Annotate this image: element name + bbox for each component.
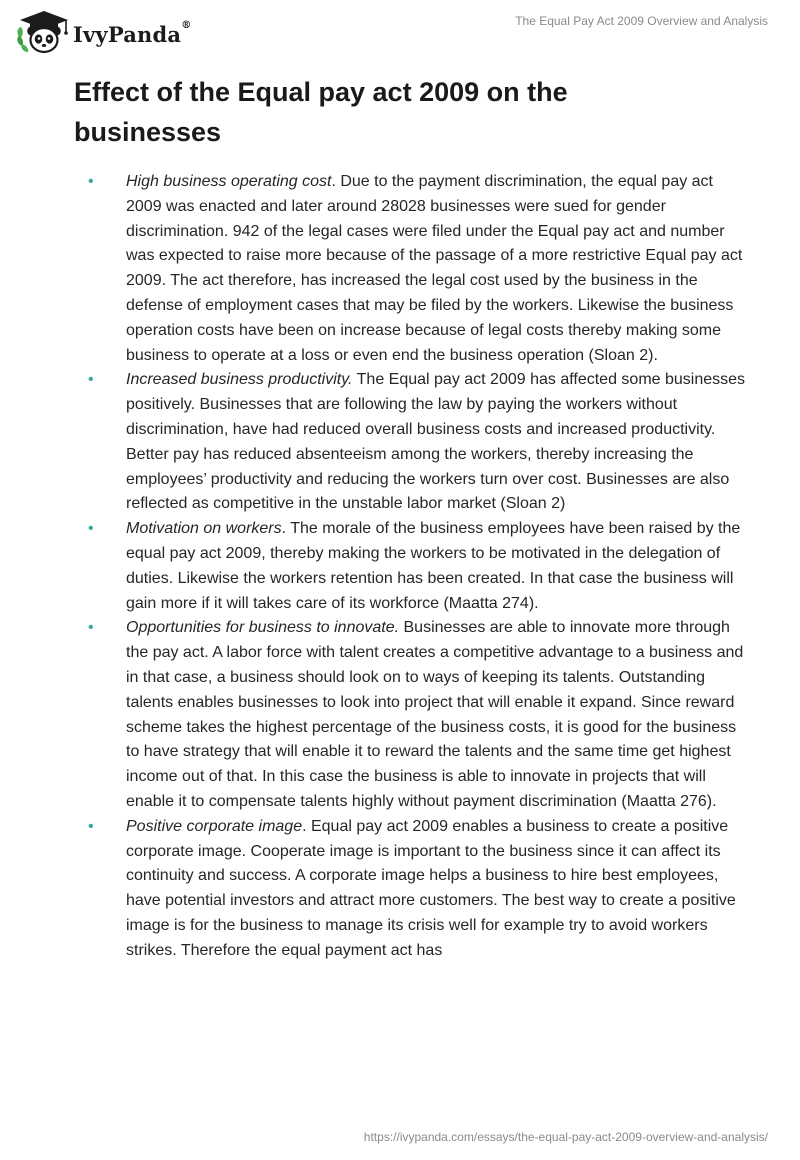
item-heading: Increased business productivity. (126, 371, 353, 389)
bullet-icon: • (88, 817, 94, 835)
item-heading: High business operating cost (126, 173, 332, 190)
list-item (0, 815, 800, 964)
bullet-icon: • (88, 619, 94, 637)
item-body: Businesses are able to innovate more through the pay act. A labor force with talent creates a competitive advantage to a business and in that case, a business should look on to ways of keeping its talents. Outstanding talents enables businesses to look into project that will enable it expand. Since reward scheme takes the highest percentage of the business costs, it is good for the business to have strategy that will enable it to reward the talents and the same time get highest income out of that. In this case the business is able to innovate in projects that will enable it to compensate talents highly without payment discrimination (Maatta 276). (126, 619, 744, 810)
item-body: . The morale of the business employees have been raised by the equal pay act 2009, thereby making the workers to be motivated in the delegation of duties. Likewise the workers retention has been created. In that case the business will gain more if it will takes care of its workforce (Maatta 274). (126, 520, 741, 612)
page-header (0, 0, 800, 64)
item-heading: Positive corporate image (126, 817, 303, 835)
list-item (0, 368, 800, 517)
bullet-icon: • (88, 371, 94, 389)
list-item (0, 616, 800, 814)
brand-logo[interactable] (14, 8, 191, 56)
list-item (0, 170, 800, 368)
item-body: The Equal pay act 2009 has affected some businesses positively. Businesses that are following the law by paying the workers without discrimination, have had reduced overall business costs and increased productivity. Better pay has reduced absenteeism among the workers, thereby increasing the employees’ productivity and reducing the workers turn over cost. Businesses are also reflected as competitive in the unstable labor market (Sloan 2) (126, 371, 746, 513)
bullet-icon: • (88, 173, 94, 190)
panda-graduate-icon (14, 8, 70, 56)
source-url-link[interactable]: https://ivypanda.com/essays/the-equal-pay-act-2009-overview-and-analysis/ (363, 1130, 768, 1144)
brand-name: IvyPanda® (73, 19, 192, 47)
item-body: . Due to the payment discrimination, the equal pay act 2009 was enacted and later around 28028 businesses were sued for gender discrimination. 942 of the legal cases were filed under the Equal pay act and number was expected to raise more because of the passage of a more restrictive Equal pay act 2009. The act therefore, has increased the legal cost used by the business in the defense of employment cases that may be filed by the workers. Likewise the business operation costs have been on increase because of legal costs thereby making some business to operate at a loss or even end the business operation (Sloan 2). (126, 173, 743, 364)
item-body: . Equal pay act 2009 enables a business to create a positive corporate image. Cooperate image is important to the business since it can affect its continuity and success. A corporate image helps a business to hire best employees, have potential investors and attract more customers. The best way to create a positive image is for the business to manage its crisis well for example try to avoid workers strikes. Therefore the equal payment act has (126, 817, 736, 959)
registered-mark: ® (181, 19, 192, 31)
list-item (0, 517, 800, 616)
item-heading: Opportunities for business to innovate. (126, 619, 400, 637)
document-title: The Equal Pay Act 2009 Overview and Analysis (515, 14, 768, 28)
section-heading: Effect of the Equal pay act 2009 on the businesses (74, 77, 568, 147)
effects-list (0, 170, 800, 964)
bullet-icon: • (88, 520, 94, 538)
item-heading: Motivation on workers (126, 520, 282, 538)
